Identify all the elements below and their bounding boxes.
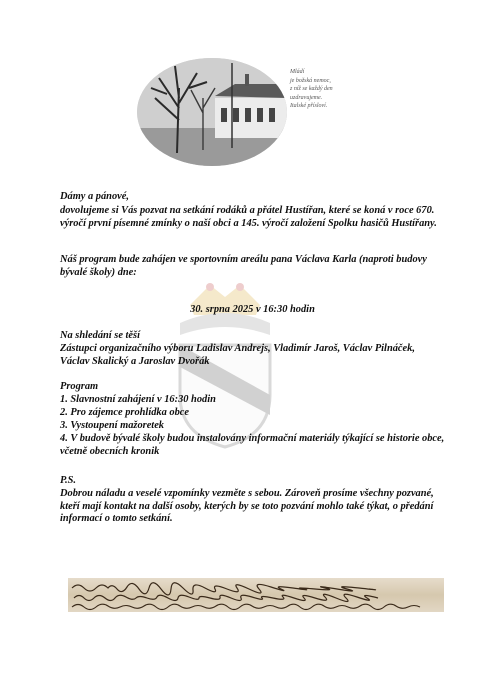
program-heading: Program (60, 381, 99, 392)
organizers-paragraph: Zástupci organizačního výboru Ladislav Andrejs, Vladimír Jaroš, Václav Pilnáček, Václav Skalický a Jaroslav Dvořák (60, 343, 415, 367)
intro-paragraph: dovolujeme si Vás pozvat na setkání rodáků a přátel Hustířan, které se koná v roce 670. výročí první písemné zmínky o naší obci a 145. výročí založení Spolku hasičů Hustířany. (60, 205, 437, 229)
program-item: 1. Slavnostní zahájení v 16:30 hodin (60, 394, 216, 405)
program-item: 2. Pro zájemce prohlídka obce (60, 407, 190, 418)
quote-line: uzdravujeme. (290, 94, 323, 101)
postscript-paragraph: Dobrou náladu a veselé vzpomínky vezměte s sebou. Zároveň prosíme všechny pozvané, kteří mají kontakt na další osoby, kterých by se toto pozvání mohlo také týkat, o předání informací o tomto setkání. (60, 488, 434, 525)
postscript-heading: P.S. (60, 475, 76, 486)
historical-manuscript-strip (68, 578, 444, 612)
quote-line: z níž se každý den (290, 86, 333, 92)
program-item: 3. Vystoupení mažoretek (60, 420, 165, 431)
event-date: 30. srpna 2025 v 16:30 hodin (190, 304, 315, 315)
quote-line: Mládí (290, 69, 305, 75)
school-building-photo (137, 58, 287, 166)
quote-source: Italské přísloví. (290, 103, 328, 109)
proverb-quote (290, 68, 380, 111)
quote-line: je božská nemoc, (290, 77, 331, 84)
organizers-heading: Na shledání se těší (60, 330, 140, 341)
program-item: 4. V budově bývalé školy budou instalovány informační materiály týkající se historie obce, včetně obecních kronik (60, 433, 445, 457)
program-start-paragraph: Náš program bude zahájen ve sportovním areálu pana Václava Karla (naproti budovy bývalé školy) dne: (60, 254, 427, 278)
greeting: Dámy a pánové, (60, 191, 129, 202)
